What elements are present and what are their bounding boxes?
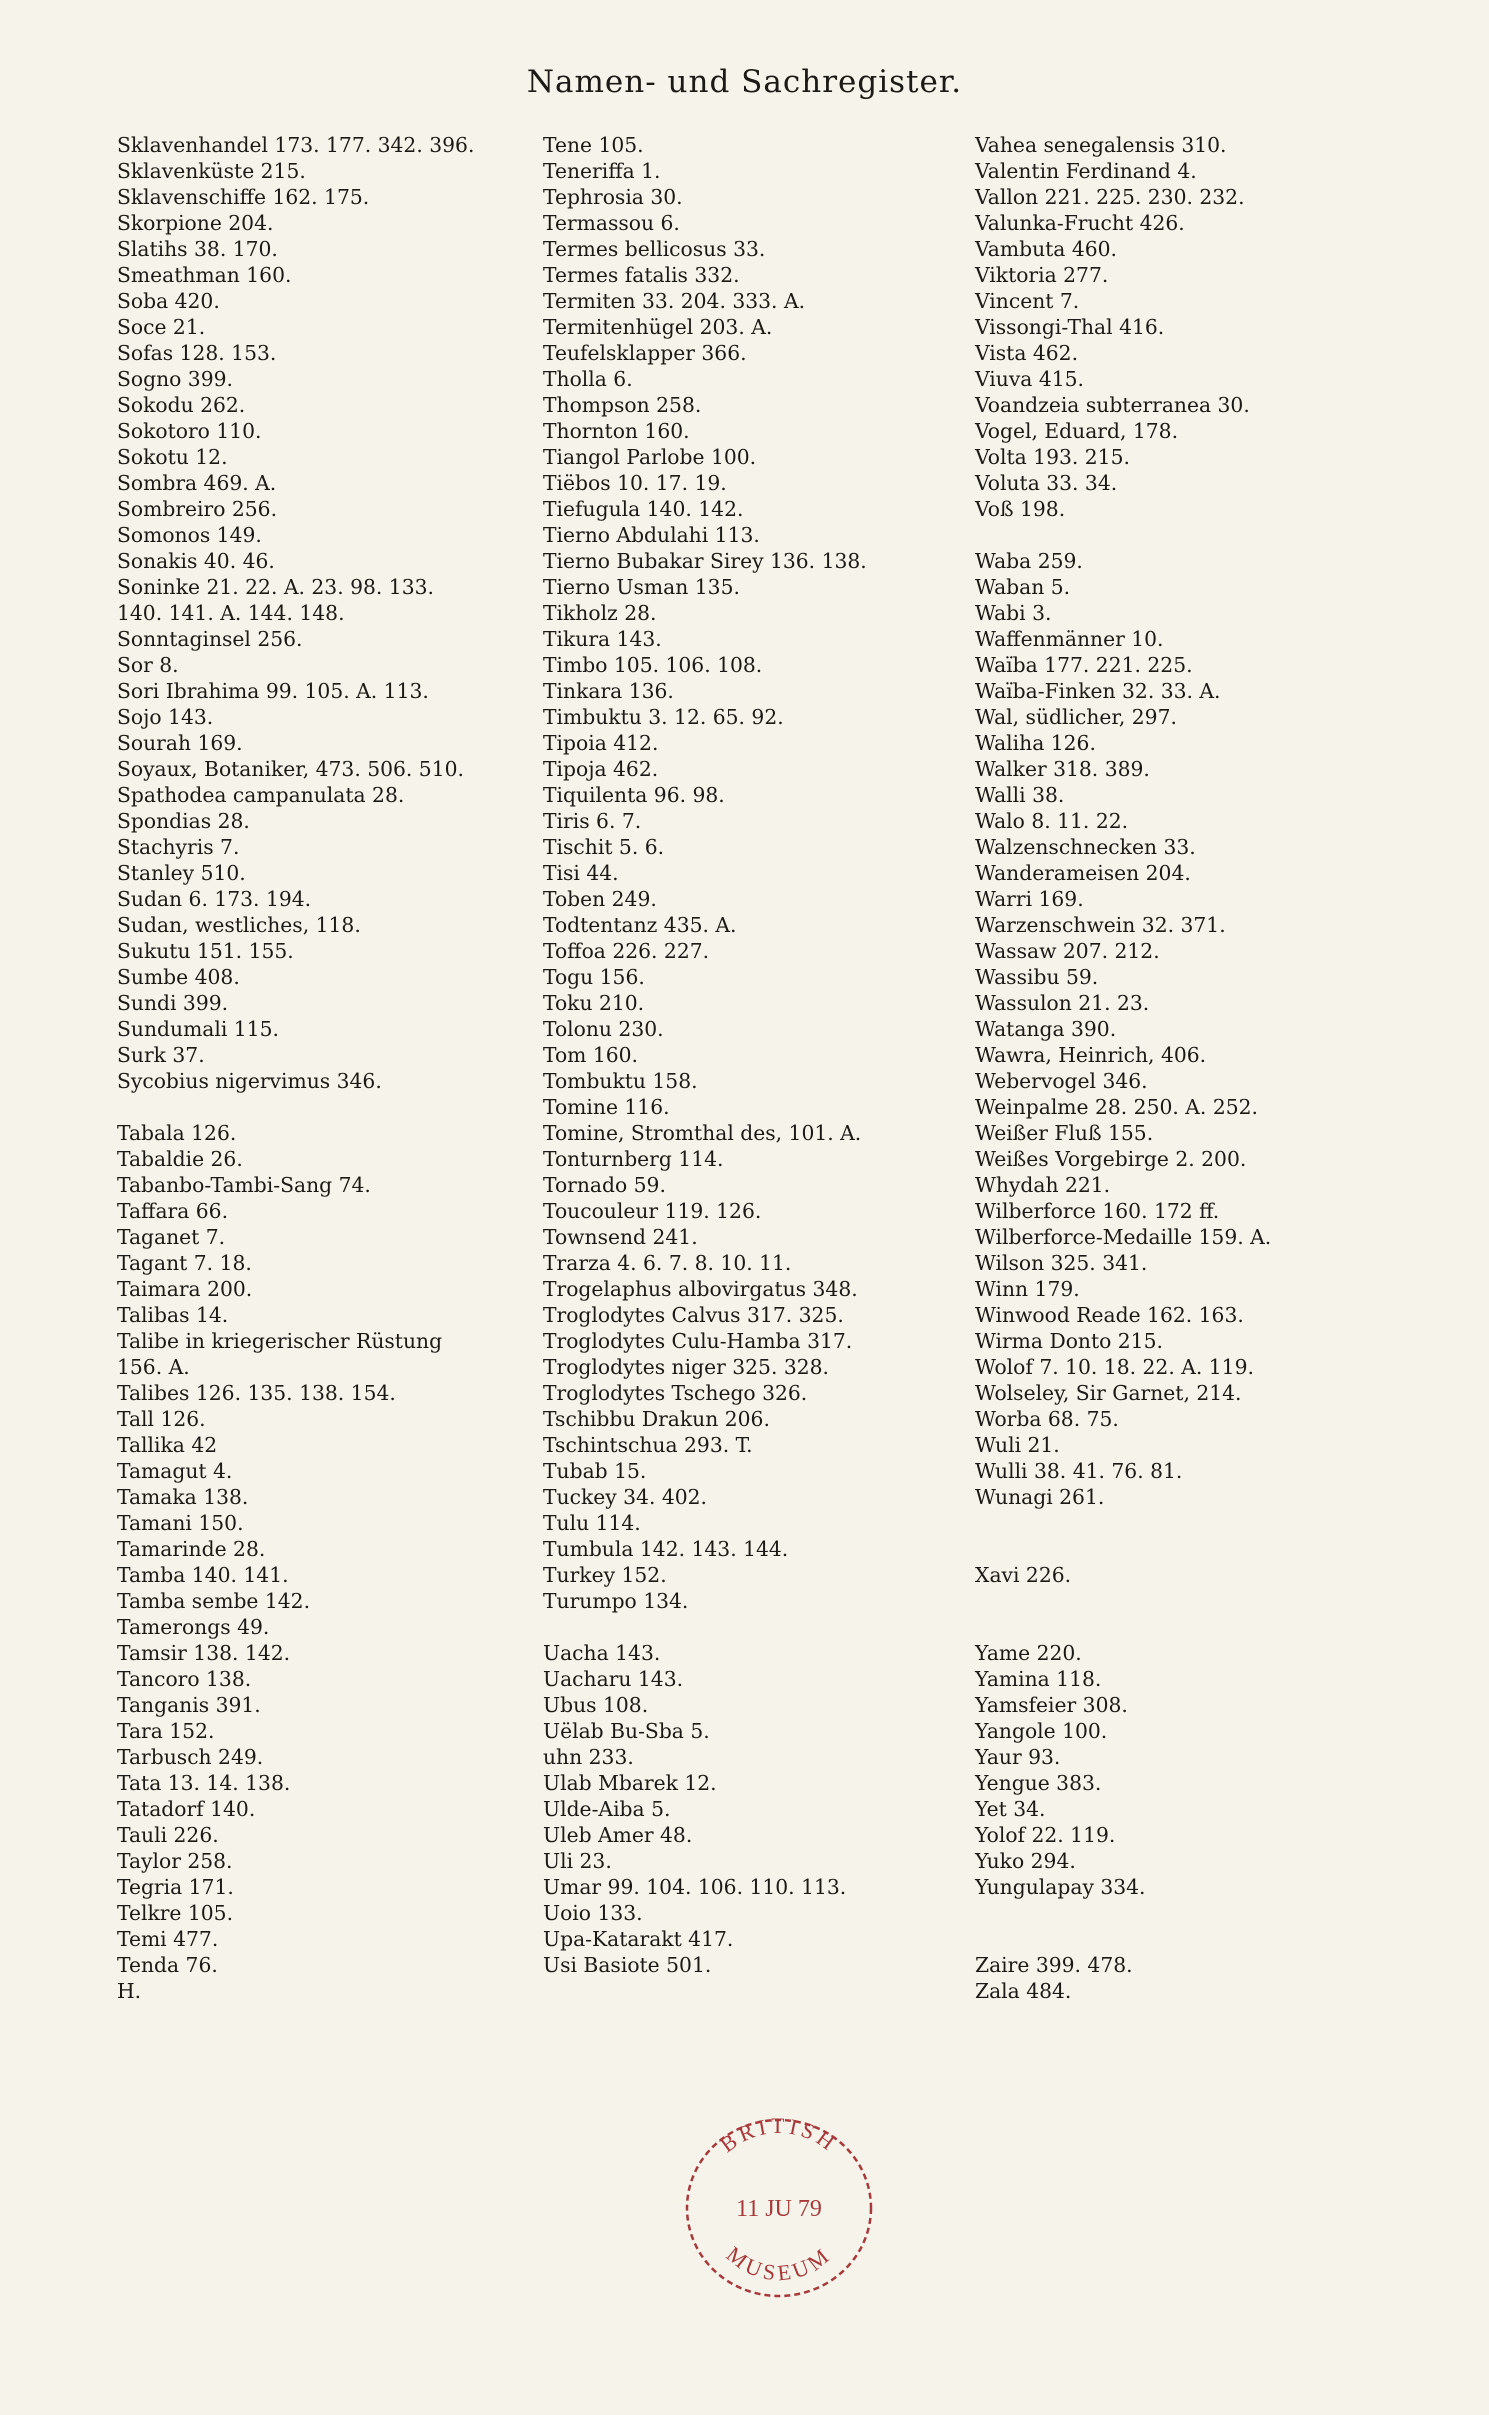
index-entry: Teufelsklapper 366. [543,341,747,365]
index-entry: Termes bellicosus 33. [543,237,766,261]
index-entry: Todtentanz 435. A. [543,913,737,937]
index-entry: Wirma Donto 215. [975,1329,1163,1353]
index-entry: Voß 198. [975,497,1066,521]
index-entry: Tiefugula 140. 142. [543,497,744,521]
index-entry: Tephrosia 30. [543,185,683,209]
index-entry: Vambuta 460. [975,237,1117,261]
index-entry: Yamsfeier 308. [975,1693,1128,1717]
index-entry: Tornado 59. [543,1173,666,1197]
index-entry: Weißes Vorgebirge 2. 200. [975,1147,1247,1171]
index-entry: Tierno Abdulahi 113. [543,523,760,547]
index-entry: Vallon 221. 225. 230. 232. [975,185,1245,209]
index-entry: Vista 462. [975,341,1079,365]
index-entry: Soba 420. [117,289,220,313]
index-entry: Toku 210. [543,991,645,1015]
index-entry: Smeathman 160. [117,263,292,287]
index-entry: Toben 249. [543,887,657,911]
index-entry: Tinkara 136. [543,679,674,703]
index-entry: Tierno Usman 135. [543,575,740,599]
entry-spacer [975,1510,1395,1536]
index-entry: Tumbula 142. 143. 144. [543,1537,789,1561]
index-entry: Wal, südlicher, 297. [975,705,1177,729]
index-entry: Tiquilenta 96. 98. [543,783,725,807]
index-entry: uhn 233. [543,1745,634,1769]
index-entry: Walzenschnecken 33. [975,835,1196,859]
index-entry: Tierno Bubakar Sirey 136. 138. [543,549,867,573]
index-entry: Tschintschua 293. T. [543,1433,753,1457]
index-entry: Sonakis 40. 46. [117,549,275,573]
page-title: Namen- und Sachregister. [526,64,963,100]
index-entry: Vissongi-Thal 416. [975,315,1165,339]
index-entry: 140. 141. A. 144. 148. [117,601,345,625]
index-entry: Termassou 6. [543,211,680,235]
index-entry: Sonntaginsel 256. [117,627,303,651]
index-entry: Telkre 105. [117,1901,234,1925]
index-entry: Taffara 66. [117,1199,229,1223]
index-entry: Timbuktu 3. 12. 65. 92. [543,705,784,729]
index-entry: Voandzeia subterranea 30. [975,393,1250,417]
index-entry: Trarza 4. 6. 7. 8. 10. 11. [543,1251,792,1275]
index-entry: Sudan 6. 173. 194. [117,887,312,911]
index-entry: Walli 38. [975,783,1065,807]
index-entry: Ubus 108. [543,1693,649,1717]
stamp-bottom-text: MUSEUM [721,2241,837,2286]
index-entry: Sundumali 115. [117,1017,279,1041]
index-entry: Uli 23. [543,1849,612,1873]
index-entry: Tancoro 138. [117,1667,252,1691]
index-entry: Tiëbos 10. 17. 19. [543,471,727,495]
index-entry: Tuckey 34. 402. [543,1485,708,1509]
index-entry: Turkey 152. [543,1563,667,1587]
index-entry: Tiangol Parlobe 100. [543,445,757,469]
index-entry: Winwood Reade 162. 163. [975,1303,1244,1327]
index-entry: Soce 21. [117,315,206,339]
index-entry: Tamarinde 28. [117,1537,266,1561]
index-entry: Tegria 171. [117,1875,234,1899]
index-entry: H. [117,1979,142,2003]
index-entry: Tauli 226. [117,1823,219,1847]
index-entry: Sundi 399. [117,991,229,1015]
index-entry: Valunka-Frucht 426. [975,211,1185,235]
index-entry: Troglodytes Culu-Hamba 317. [543,1329,853,1353]
index-entry: Tschibbu Drakun 206. [543,1407,770,1431]
index-entry: Wulli 38. 41. 76. 81. [975,1459,1183,1483]
index-entry: Somonos 149. [117,523,262,547]
index-entry: Waffenmänner 10. [975,627,1164,651]
index-entry: Vahea senegalensis 310. [975,133,1227,157]
index-entry: Tombuktu 158. [543,1069,698,1093]
index-entry: Wanderameisen 204. [975,861,1191,885]
index-entry: Viktoria 277. [975,263,1109,287]
index-entry: Tipoia 412. [543,731,659,755]
index-entry: Tenda 76. [117,1953,218,1977]
index-entry: Yame 220. [975,1641,1082,1665]
index-entry: Tamsir 138. 142. [117,1641,291,1665]
index-entry: Sogno 399. [117,367,233,391]
index-entry: Webervogel 346. [975,1069,1148,1093]
index-entry: Tiris 6. 7. [543,809,642,833]
index-entry: Waban 5. [975,575,1071,599]
index-entry: Waba 259. [975,549,1083,573]
index-entry: Wilson 325. 341. [975,1251,1148,1275]
index-entry: Tamba 140. 141. [117,1563,289,1587]
index-entry: Voluta 33. 34. [975,471,1118,495]
index-entry: Umar 99. 104. 106. 110. 113. [543,1875,847,1899]
index-entry: Taimara 200. [117,1277,253,1301]
index-entry: Soyaux, Botaniker, 473. 506. 510. [117,757,464,781]
index-entry: Termes fatalis 332. [543,263,740,287]
index-entry: Soninke 21. 22. A. 23. 98. 133. [117,575,434,599]
index-entry: Timbo 105. 106. 108. [543,653,763,677]
index-entry: Sokodu 262. [117,393,246,417]
index-entry: Tikholz 28. [543,601,657,625]
index-entry: Togu 156. [543,965,645,989]
index-entry: Tomine, Stromthal des, 101. A. [543,1121,862,1145]
index-entry: Weißer Fluß 155. [975,1121,1154,1145]
entry-spacer [117,1094,522,1120]
index-entry: Tanganis 391. [117,1693,261,1717]
index-entry: Turumpo 134. [543,1589,689,1613]
index-entry: Uoio 133. [543,1901,643,1925]
index-entry: Wolof 7. 10. 18. 22. A. 119. [975,1355,1254,1379]
index-entry: Viuva 415. [975,367,1084,391]
entry-spacer [975,1588,1395,1614]
entry-spacer [975,1536,1395,1562]
index-entry: Sourah 169. [117,731,243,755]
stamp-seal [674,2108,884,2308]
index-entry: Troglodytes Tschego 326. [543,1381,808,1405]
index-entry: Ulde-Aiba 5. [543,1797,671,1821]
index-entry: Toffoa 226. 227. [543,939,710,963]
entry-spacer [975,522,1395,548]
index-entry: Yamina 118. [975,1667,1102,1691]
index-entry: Wabi 3. [975,601,1052,625]
index-entry: Wilberforce-Medaille 159. A. [975,1225,1272,1249]
index-entry: Stachyris 7. [117,835,240,859]
index-entry: Tata 13. 14. 138. [117,1771,291,1795]
index-entry: Zala 484. [975,1979,1072,2003]
index-entry: Termiten 33. 204. 333. A. [543,289,806,313]
index-entry: Sombreiro 256. [117,497,278,521]
index-column-2 [543,132,963,1978]
index-entry: Slatihs 38. 170. [117,237,278,261]
entry-spacer [975,1926,1395,1952]
index-entry: Tabala 126. [117,1121,237,1145]
index-entry: Tomine 116. [543,1095,670,1119]
index-entry: Tamba sembe 142. [117,1589,311,1613]
index-entry: Sumbe 408. [117,965,240,989]
index-entry: Tatadorf 140. [117,1797,256,1821]
index-entry: Tubab 15. [543,1459,647,1483]
index-entry: Tischit 5. 6. [543,835,665,859]
index-entry: Sklavenküste 215. [117,159,306,183]
index-entry: Toucouleur 119. 126. [543,1199,762,1223]
index-entry: Skorpione 204. [117,211,274,235]
index-column-1 [117,132,522,2004]
index-entry: Tulu 114. [543,1511,641,1535]
index-entry: Sokotu 12. [117,445,228,469]
index-entry: Wuli 21. [975,1433,1060,1457]
index-entry: Taganet 7. [117,1225,226,1249]
index-entry: Tarbusch 249. [117,1745,264,1769]
index-entry: Thornton 160. [543,419,690,443]
stamp-top-text: BRITISH [715,2112,843,2158]
entry-spacer [975,1614,1395,1640]
index-entry: Zaire 399. 478. [975,1953,1133,1977]
library-stamp [674,2108,884,2308]
stamp-date: 11 JU 79 [736,2196,822,2222]
index-entry: Vincent 7. [975,289,1080,313]
index-entry: Wolseley, Sir Garnet, 214. [975,1381,1242,1405]
index-entry: Uëlab Bu-Sba 5. [543,1719,710,1743]
svg-text:BRITISH [715,2113,842,2157]
index-entry: Tonturnberg 114. [543,1147,724,1171]
index-entry: Tamaka 138. [117,1485,249,1509]
index-entry: Yuko 294. [975,1849,1076,1873]
svg-text:MUSEUM [722,2241,837,2285]
index-entry: Townsend 241. [543,1225,698,1249]
index-entry: Yaur 93. [975,1745,1061,1769]
entry-spacer [543,1614,963,1640]
index-entry: Uacha 143. [543,1641,661,1665]
index-entry: Waïba-Finken 32. 33. A. [975,679,1221,703]
index-entry: Thompson 258. [543,393,702,417]
index-entry: Tene 105. [543,133,644,157]
index-entry: Stanley 510. [117,861,246,885]
index-entry: Waïba 177. 221. 225. [975,653,1193,677]
index-entry: Sokotoro 110. [117,419,262,443]
index-entry: Sklavenschiffe 162. 175. [117,185,370,209]
index-entry: Tabaldie 26. [117,1147,243,1171]
index-entry: Wunagi 261. [975,1485,1105,1509]
index-entry: Sombra 469. A. [117,471,277,495]
index-entry: Wassaw 207. 212. [975,939,1160,963]
index-entry: Winn 179. [975,1277,1080,1301]
index-entry: Warzenschwein 32. 371. [975,913,1226,937]
index-entry: Walker 318. 389. [975,757,1150,781]
index-entry: Ulab Mbarek 12. [543,1771,717,1795]
index-entry: Usi Basiote 501. [543,1953,712,1977]
index-entry: Termitenhügel 203. A. [543,315,773,339]
index-entry: Whydah 221. [975,1173,1111,1197]
index-entry: Spondias 28. [117,809,250,833]
index-entry: Waliha 126. [975,731,1096,755]
index-entry: Temi 477. [117,1927,219,1951]
index-entry: Tisi 44. [543,861,619,885]
index-entry: Yolof 22. 119. [975,1823,1116,1847]
index-entry: Tikura 143. [543,627,662,651]
index-entry: Tara 152. [117,1719,215,1743]
index-entry: Surk 37. [117,1043,205,1067]
index-entry: Sycobius nigervimus 346. [117,1069,382,1093]
index-entry: Yet 34. [975,1797,1046,1821]
index-entry: Yangole 100. [975,1719,1108,1743]
index-entry: Wassibu 59. [975,965,1099,989]
index-entry: Upa-Katarakt 417. [543,1927,734,1951]
index-entry: Trogelaphus albovirgatus 348. [543,1277,858,1301]
index-entry: Uacharu 143. [543,1667,684,1691]
index-entry: Sofas 128. 153. [117,341,277,365]
index-entry: Vogel, Eduard, 178. [975,419,1179,443]
index-entry: 156. A. [117,1355,190,1379]
index-entry: Tallika 42 [117,1433,218,1457]
index-entry: Uleb Amer 48. [543,1823,693,1847]
index-entry: Sklavenhandel 173. 177. 342. 396. [117,133,475,157]
index-entry: Warri 169. [975,887,1084,911]
index-entry: Taylor 258. [117,1849,233,1873]
index-entry: Yengue 383. [975,1771,1102,1795]
index-entry: Volta 193. 215. [975,445,1130,469]
index-entry: Teneriffa 1. [543,159,661,183]
index-entry: Tamani 150. [117,1511,244,1535]
index-entry: Talibes 126. 135. 138. 154. [117,1381,396,1405]
index-entry: Sukutu 151. 155. [117,939,294,963]
index-entry: Talibas 14. [117,1303,229,1327]
index-entry: Sor 8. [117,653,179,677]
index-entry: Xavi 226. [975,1563,1072,1587]
index-entry: Sojo 143. [117,705,214,729]
index-entry: Tom 160. [543,1043,638,1067]
index-entry: Sudan, westliches, 118. [117,913,361,937]
index-entry: Watanga 390. [975,1017,1117,1041]
index-entry: Tabanbo-Tambi-Sang 74. [117,1173,371,1197]
index-column-3 [975,132,1395,2004]
index-entry: Troglodytes Calvus 317. 325. [543,1303,844,1327]
index-entry: Worba 68. 75. [975,1407,1119,1431]
entry-spacer [975,1900,1395,1926]
index-entry: Weinpalme 28. 250. A. 252. [975,1095,1258,1119]
index-entry: Walo 8. 11. 22. [975,809,1129,833]
index-entry: Tholla 6. [543,367,633,391]
index-entry: Tall 126. [117,1407,206,1431]
index-entry: Wilberforce 160. 172 ff. [975,1199,1220,1223]
index-entry: Yungulapay 334. [975,1875,1146,1899]
index-entry: Spathodea campanulata 28. [117,783,405,807]
index-entry: Tamerongs 49. [117,1615,270,1639]
index-entry: Tamagut 4. [117,1459,233,1483]
index-entry: Tolonu 230. [543,1017,664,1041]
index-entry: Wawra, Heinrich, 406. [975,1043,1207,1067]
index-entry: Tagant 7. 18. [117,1251,252,1275]
index-entry: Wassulon 21. 23. [975,991,1150,1015]
index-entry: Tipoja 462. [543,757,659,781]
index-entry: Talibe in kriegerischer Rüstung [117,1329,443,1353]
index-entry: Sori Ibrahima 99. 105. A. 113. [117,679,429,703]
index-entry: Valentin Ferdinand 4. [975,159,1197,183]
index-entry: Troglodytes niger 325. 328. [543,1355,829,1379]
